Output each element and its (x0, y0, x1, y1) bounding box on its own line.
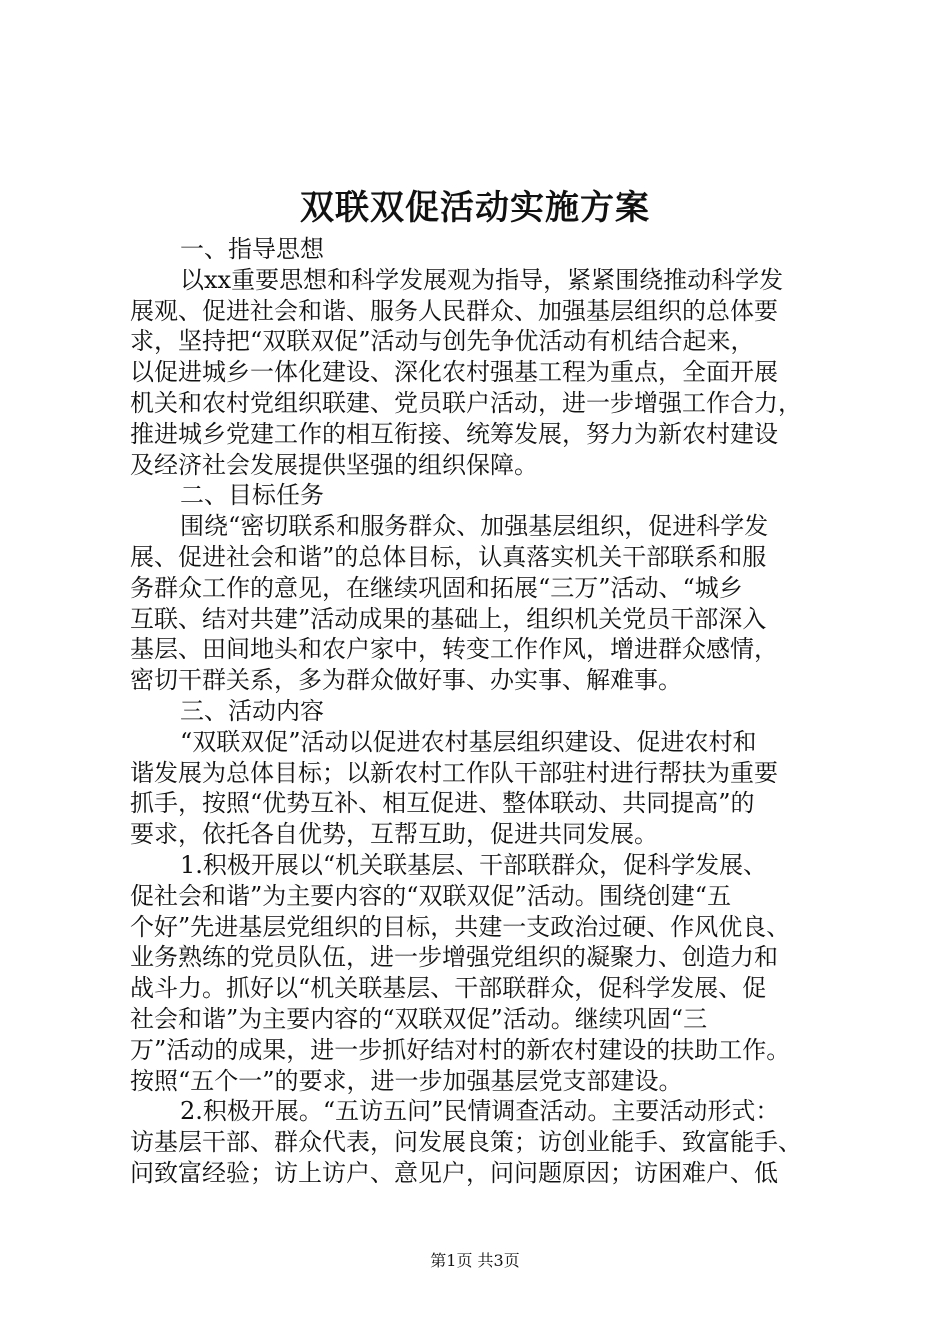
text-line: 以xx重要思想和科学发展观为指导，紧紧围绕推动科学发 (180, 265, 784, 294)
text-line: 按照“五个一”的要求，进一步加强基层党支部建设。 (130, 1066, 683, 1095)
text-line: 万”活动的成果，进一步抓好结对村的新农村建设的扶助工作。 (130, 1035, 791, 1064)
text-line: 基层、田间地头和农户家中，转变工作作风，增进群众感情， (130, 635, 778, 664)
text-line: 抓手，按照“优势互补、相互促进、整体联动、共同提高”的 (130, 789, 755, 818)
text-line: 展观、促进社会和谐、服务人民群众、加强基层组织的总体要 (130, 296, 778, 325)
section-heading: 二、目标任务 (180, 481, 324, 510)
text-line: 谐发展为总体目标；以新农村工作队干部驻村进行帮扶为重要 (130, 758, 778, 787)
text-line: 及经济社会发展提供坚强的组织保障。 (130, 450, 538, 479)
text-line: 访基层干部、群众代表，问发展良策；访创业能手、致富能手、 (130, 1128, 802, 1157)
text-line: 社会和谐”为主要内容的“双联双促”活动。继续巩固“三 (130, 1004, 708, 1033)
text-line: 务群众工作的意见，在继续巩固和拓展“三万”活动、“城乡 (130, 573, 743, 602)
section-heading: 一、指导思想 (180, 235, 324, 263)
section-heading: 三、活动内容 (180, 696, 324, 725)
text-line: 求，坚持把“双联双促”活动与创先争优活动有机结合起来， (130, 327, 755, 356)
text-line: 围绕“密切联系和服务群众、加强基层组织，促进科学发 (180, 512, 769, 541)
text-line: 个好”先进基层党组织的目标，共建一支政治过硬、作风优良、 (130, 912, 791, 941)
text-line: 战斗力。抓好以“机关联基层、干部联群众，促科学发展、促 (130, 974, 767, 1003)
text-line: 2.积极开展。“五访五问”民情调查活动。主要活动形式： (180, 1097, 780, 1126)
text-line: 展、促进社会和谐”的总体目标，认真落实机关干部联系和服 (130, 542, 767, 571)
text-line: 以促进城乡一体化建设、深化农村强基工程为重点，全面开展 (130, 358, 778, 387)
text-line: 业务熟练的党员队伍，进一步增强党组织的凝聚力、创造力和 (130, 943, 778, 972)
document-title: 双联双促活动实施方案 (300, 188, 650, 228)
page-footer: 第1页 共3页 (430, 1251, 520, 1270)
text-line: 要求，依托各自优势，互帮互助，促进共同发展。 (130, 820, 658, 849)
text-line: 机关和农村党组织联建、党员联户活动，进一步增强工作合力， (130, 388, 802, 417)
text-line: 促社会和谐”为主要内容的“双联双促”活动。围绕创建“五 (130, 881, 732, 910)
text-line: 推进城乡党建工作的相互衔接、统筹发展，努力为新农村建设 (130, 419, 778, 448)
text-line: 密切干群关系，多为群众做好事、办实事、解难事。 (130, 666, 682, 695)
text-line: 问致富经验；访上访户、意见户，问问题原因；访困难户、低 (130, 1158, 778, 1187)
text-line: 1.积极开展以“机关联基层、干部联群众，促科学发展、 (180, 850, 768, 879)
text-line: 互联、结对共建”活动成果的基础上，组织机关党员干部深入 (130, 604, 767, 633)
text-line: “双联双促”活动以促进农村基层组织建设、促进农村和 (180, 727, 757, 756)
document-body (130, 234, 830, 1189)
